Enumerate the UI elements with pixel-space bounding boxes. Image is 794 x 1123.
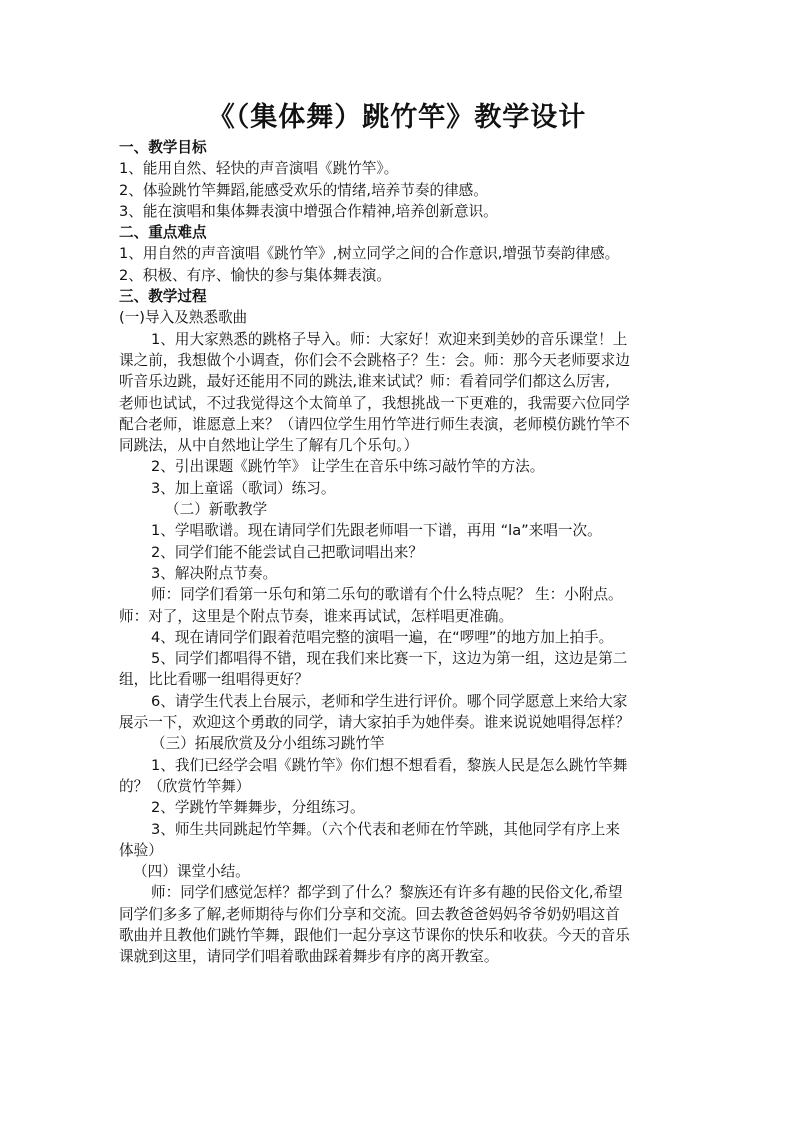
paragraph-line: 3、解决附点节奏。 xyxy=(151,564,278,582)
keypoint-item-1: 1、用自然的声音演唱《跳竹竿》,树立同学之间的合作意识,增强节奏韵律感。 xyxy=(119,245,620,263)
section-heading-process: 三、教学过程 xyxy=(119,288,207,306)
paragraph-line: 课之前，我想做个小调查，你们会不会跳格子？生：会。师：那今天老师要求边 xyxy=(119,351,630,369)
paragraph-line: 老师也试试，不过我觉得这个太简单了，我想挑战一下更难的，我需要六位同学 xyxy=(119,394,630,412)
subsection-heading-summary: （四）课堂小结。 xyxy=(133,863,250,881)
paragraph-line: 同跳法，从中自然地让学生了解有几个乐句。） xyxy=(119,437,419,455)
paragraph-line: 师：同学们看第一乐句和第二乐句的歌谱有个什么特点呢？ 生：小附点。 xyxy=(151,586,623,604)
paragraph-line: 配合老师，谁愿意上来？（请四位学生用竹竿进行师生表演，老师模仿跳竹竿不 xyxy=(119,415,630,433)
subsection-heading-intro: (一)导入及熟悉歌曲 xyxy=(119,309,248,327)
paragraph-line: 2、学跳竹竿舞舞步，分组练习。 xyxy=(151,799,365,817)
goal-item-3: 3、能在演唱和集体舞表演中增强合作精神,培养创新意识。 xyxy=(119,202,498,220)
paragraph-line: 组，比比看哪一组唱得更好？ xyxy=(119,671,309,689)
paragraph-line: 1、我们已经学会唱《跳竹竿》你们想不想看看，黎族人民是怎么跳竹竿舞 xyxy=(151,756,628,774)
paragraph-line: 6、请学生代表上台展示，老师和学生进行评价。哪个同学愿意上来给大家 xyxy=(151,692,628,710)
document-body xyxy=(119,137,679,968)
paragraph-line: 师：对了，这里是个附点节奏，谁来再试试，怎样唱更准确。 xyxy=(119,607,514,625)
paragraph-line: 5、同学们都唱得不错，现在我们来比赛一下，这边为第一组，这边是第二 xyxy=(151,650,628,668)
paragraph-line: 1、学唱歌谱。现在请同学们先跟老师唱一下谱，再用 “la”来唱一次。 xyxy=(151,522,602,540)
paragraph-line: 展示一下，欢迎这个勇敢的同学，请大家拍手为她伴奏。谁来说说她唱得怎样？ xyxy=(119,714,630,732)
paragraph-line: 课就到这里，请同学们唱着歌曲踩着舞步有序的离开教室。 xyxy=(119,948,499,966)
paragraph-line: 2、同学们能不能尝试自己把歌词唱出来？ xyxy=(151,543,423,561)
keypoint-item-2: 2、积极、有序、愉快的参与集体舞表演。 xyxy=(119,266,391,284)
paragraph-line: 3、加上童谣（歌词）练习。 xyxy=(151,479,336,497)
section-heading-keypoints: 二、重点难点 xyxy=(119,224,207,242)
paragraph-line: 2、引出课题《跳竹竿》 让学生在音乐中练习敲竹竿的方法。 xyxy=(151,458,545,476)
paragraph-line: 4、现在请同学们跟着范唱完整的演唱一遍，在“啰哩”的地方加上拍手。 xyxy=(151,628,614,646)
paragraph-line: 听音乐边跳，最好还能用不同的跳法,谁来试试？师：看着同学们都这么厉害, xyxy=(119,373,610,391)
goal-item-2: 2、体验跳竹竿舞蹈,能感受欢乐的情绪,培养节奏的律感。 xyxy=(119,181,488,199)
paragraph-line: 同学们多多了解,老师期待与你们分享和交流。回去教爸爸妈妈爷爷奶奶唱这首 xyxy=(119,905,620,923)
paragraph-line: 的？（欣赏竹竿舞） xyxy=(119,777,251,795)
section-heading-goals: 一、教学目标 xyxy=(119,139,207,156)
subsection-heading-new-song: （二）新歌教学 xyxy=(165,501,268,519)
paragraph-line: 歌曲并且教他们跳竹竿舞，跟他们一起分享这节课你的快乐和收获。今天的音乐 xyxy=(119,926,630,944)
paragraph-line: 1、用大家熟悉的跳格子导入。师：大家好！欢迎来到美妙的音乐课堂！上 xyxy=(151,330,628,348)
subsection-heading-extension: （三）拓展欣赏及分小组练习跳竹竿 xyxy=(151,735,385,753)
goal-item-1: 1、能用自然、轻快的声音演唱《跳竹竿》。 xyxy=(119,160,399,178)
document-title: 《（集体舞）跳竹竿》教学设计 xyxy=(207,102,587,133)
paragraph-line: 师：同学们感觉怎样？都学到了什么？黎族还有许多有趣的民俗文化,希望 xyxy=(151,884,623,902)
paragraph-line: 3、师生共同跳起竹竿舞。（六个代表和老师在竹竿跳，其他同学有序上来 xyxy=(151,820,620,838)
paragraph-line: 体验） xyxy=(119,841,163,859)
